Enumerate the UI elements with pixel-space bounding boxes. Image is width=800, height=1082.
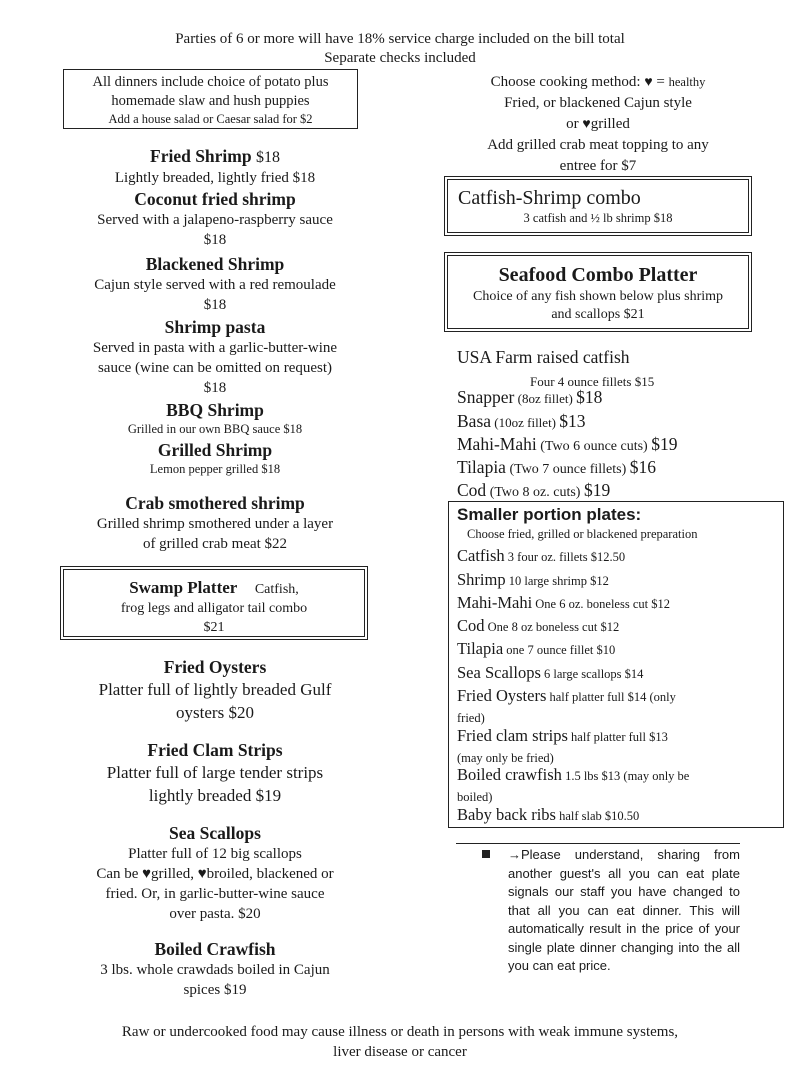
item-desc: oysters $20 xyxy=(176,703,254,722)
item-title: Cod xyxy=(457,616,485,635)
intro-line: All dinners include choice of potato plus xyxy=(92,74,329,90)
item-desc: (Two 7 ounce fillets) xyxy=(505,462,630,477)
item-desc: half slab $10.50 xyxy=(555,809,640,823)
item-title: Mahi-Mahi xyxy=(457,593,533,612)
item-desc: Choice of any fish shown below plus shrimp xyxy=(472,289,724,304)
item-title: Sea Scallops xyxy=(169,823,261,843)
equals-sign: = xyxy=(652,74,669,90)
item-title: Fried Shrimp xyxy=(150,146,252,166)
sharing-policy-text: →Please understand, sharing from another guest's all you can eat plate signals our staff you have changed to that all you can eat dinner. This will automatically result in the price of your single plate dinner changing into the all you can eat price. xyxy=(508,847,740,973)
item-title: Fried Clam Strips xyxy=(147,740,283,760)
item-desc: Served in pasta with a garlic-butter-wine xyxy=(92,340,338,356)
item-desc: Served with a jalapeno-raspberry sauce xyxy=(97,212,333,228)
item-desc: (Two 8 oz. cuts) xyxy=(486,485,584,500)
item-desc: (10oz fillet) xyxy=(491,415,560,430)
catfish-shrimp-combo-box xyxy=(444,176,752,236)
fish-catfish xyxy=(457,346,630,368)
item-desc: One 6 oz. boneless cut $12 xyxy=(532,597,670,611)
intro-line: homemade slaw and hush puppies xyxy=(111,93,310,109)
menu-item-crab-shrimp xyxy=(60,493,370,554)
food-safety-warning xyxy=(0,1022,800,1062)
item-desc: Can be ♥grilled, ♥broiled, blackened or xyxy=(96,866,334,882)
item-desc: Lightly breaded, lightly fried $18 xyxy=(114,170,316,186)
item-title: Baby back ribs xyxy=(457,805,556,824)
item-title: Snapper xyxy=(457,387,515,407)
item-title: Basa xyxy=(457,411,492,431)
item-desc: fried) xyxy=(457,711,485,725)
item-title: Coconut fried shrimp xyxy=(134,189,296,209)
item-desc: Cajun style served with a red remoulade xyxy=(94,277,336,293)
item-price: $18 xyxy=(203,232,227,248)
item-price: $18 xyxy=(203,297,227,313)
sharing-policy-notice xyxy=(456,843,740,976)
menu-item-fried-shrimp xyxy=(60,146,370,188)
fish-basa xyxy=(457,410,586,434)
item-desc: and scallops $21 xyxy=(551,307,645,322)
fish-tilapia xyxy=(457,456,656,481)
small-cod xyxy=(457,616,779,637)
item-desc: fried. Or, in garlic-butter-wine sauce xyxy=(105,886,325,902)
item-desc: Four 4 ounce fillets $15 xyxy=(530,374,655,389)
menu-item-blackened-shrimp xyxy=(60,254,370,315)
menu-item-coconut-shrimp xyxy=(60,189,370,250)
small-mahi xyxy=(457,593,779,614)
item-price: $16 xyxy=(629,457,657,477)
item-desc: 10 large shrimp $12 xyxy=(505,574,609,588)
item-desc: frog legs and alligator tail combo xyxy=(120,601,308,616)
item-title: Catfish-Shrimp combo xyxy=(458,187,641,209)
cooking-method-note xyxy=(448,72,748,177)
warning-line: liver disease or cancer xyxy=(333,1044,467,1060)
small-tilapia xyxy=(457,639,779,660)
small-crawfish xyxy=(457,765,779,807)
swamp-platter-box xyxy=(60,566,368,640)
dinner-includes-box xyxy=(63,69,358,129)
cooking-method-label: Choose cooking method: xyxy=(490,74,645,90)
small-ribs xyxy=(457,805,779,826)
item-desc: 3 four oz. fillets $12.50 xyxy=(504,550,626,564)
or-label: or xyxy=(566,116,583,132)
small-oysters xyxy=(457,686,779,728)
item-title: Shrimp pasta xyxy=(164,317,266,337)
item-price: $19 xyxy=(583,480,611,500)
crab-topping-note: Add grilled crab meat topping to any xyxy=(487,137,709,153)
item-desc: Grilled shrimp smothered under a layer xyxy=(96,516,334,532)
item-desc: over pasta. $20 xyxy=(169,906,261,922)
item-title: Fried Oysters xyxy=(457,686,547,705)
item-desc: Platter full of lightly breaded Gulf xyxy=(98,680,332,699)
item-desc: (Two 6 ounce cuts) xyxy=(536,439,652,454)
item-price: $19 xyxy=(651,434,678,454)
item-desc: Catfish, xyxy=(254,582,299,597)
item-desc: half platter full $13 xyxy=(567,730,668,744)
item-price: $13 xyxy=(559,411,586,431)
item-price: $18 xyxy=(203,380,227,396)
item-price: $18 xyxy=(576,387,603,407)
smaller-portions-title: Smaller portion plates: xyxy=(457,505,642,524)
item-desc: lightly breaded $19 xyxy=(148,786,282,805)
item-title: Boiled crawfish xyxy=(457,765,562,784)
item-title: Blackened Shrimp xyxy=(145,254,285,274)
service-charge-note: Parties of 6 or more will have 18% service charge included on the bill total xyxy=(175,31,625,47)
item-title: Catfish xyxy=(457,546,505,565)
smaller-portions-subtitle: Choose fried, grilled or blackened preparation xyxy=(467,527,698,541)
item-desc: spices $19 xyxy=(183,982,247,998)
item-title: BBQ Shrimp xyxy=(166,400,264,420)
item-desc: half platter full $14 (only xyxy=(546,690,676,704)
item-title: Sea Scallops xyxy=(457,663,541,682)
menu-item-bbq-shrimp xyxy=(60,400,370,437)
item-desc: Platter full of large tender strips xyxy=(106,763,324,782)
item-title: Boiled Crawfish xyxy=(154,939,276,959)
warning-line: Raw or undercooked food may cause illness or death in persons with weak immune systems, xyxy=(121,1024,679,1040)
top-notes xyxy=(0,30,800,68)
item-desc: 3 lbs. whole crawdads boiled in Cajun xyxy=(100,962,330,978)
small-clam-strips xyxy=(457,726,779,768)
item-desc: One 8 oz boneless cut $12 xyxy=(484,620,620,634)
healthy-label: healthy xyxy=(668,75,706,89)
salad-addon-note: Add a house salad or Caesar salad for $2 xyxy=(108,112,313,126)
item-price: $18 xyxy=(255,149,280,166)
menu-item-fried-oysters xyxy=(60,657,370,724)
item-desc: Platter full of 12 big scallops xyxy=(128,846,302,862)
item-title: Fried clam strips xyxy=(457,726,568,745)
cooking-options: Fried, or blackened Cajun style xyxy=(504,95,692,111)
item-desc: Grilled in our own BBQ sauce $18 xyxy=(127,422,303,436)
item-title: Tilapia xyxy=(457,639,504,658)
fish-snapper xyxy=(457,386,602,410)
item-title: Shrimp xyxy=(457,570,506,589)
heart-icon: ♥ xyxy=(644,75,653,90)
separate-checks-note: Separate checks included xyxy=(324,50,476,66)
crab-topping-price: entree for $7 xyxy=(559,158,637,174)
bullet-icon xyxy=(482,850,490,858)
seafood-combo-box xyxy=(444,252,752,332)
heart-icon: ♥ xyxy=(582,117,591,132)
small-scallops xyxy=(457,663,779,684)
item-desc: sauce (wine can be omitted on request) xyxy=(97,360,333,376)
menu-item-shrimp-pasta xyxy=(60,317,370,398)
menu-item-boiled-crawfish xyxy=(60,939,370,1000)
menu-item-clam-strips xyxy=(60,740,370,807)
small-shrimp xyxy=(457,570,779,591)
item-desc: boiled) xyxy=(457,790,493,804)
fish-mahi xyxy=(457,433,677,458)
item-desc: (may only be fried) xyxy=(457,751,554,765)
item-desc: 1.5 lbs $13 (may only be xyxy=(561,769,690,783)
menu-item-sea-scallops xyxy=(60,823,370,924)
item-price: $21 xyxy=(203,620,225,635)
item-desc: (8oz fillet) xyxy=(514,391,577,406)
item-title: Fried Oysters xyxy=(163,657,267,677)
item-title: Swamp Platter xyxy=(129,578,238,597)
grilled-label: grilled xyxy=(590,116,630,132)
small-catfish xyxy=(457,546,779,567)
item-desc: 3 catfish and ½ lb shrimp $18 xyxy=(523,211,673,225)
item-desc: Lemon pepper grilled $18 xyxy=(149,462,281,476)
menu-item-grilled-shrimp xyxy=(60,440,370,477)
item-title: Seafood Combo Platter xyxy=(498,264,698,286)
item-title: USA Farm raised catfish xyxy=(457,347,630,367)
item-title: Tilapia xyxy=(457,457,506,477)
item-desc: one 7 ounce fillet $10 xyxy=(503,643,616,657)
item-desc: of grilled crab meat $22 xyxy=(142,536,288,552)
item-desc: 6 large scallops $14 xyxy=(540,667,644,681)
item-title: Crab smothered shrimp xyxy=(125,493,305,513)
item-title: Mahi-Mahi xyxy=(457,434,537,454)
item-title: Grilled Shrimp xyxy=(157,440,273,460)
item-title: Cod xyxy=(457,480,487,500)
